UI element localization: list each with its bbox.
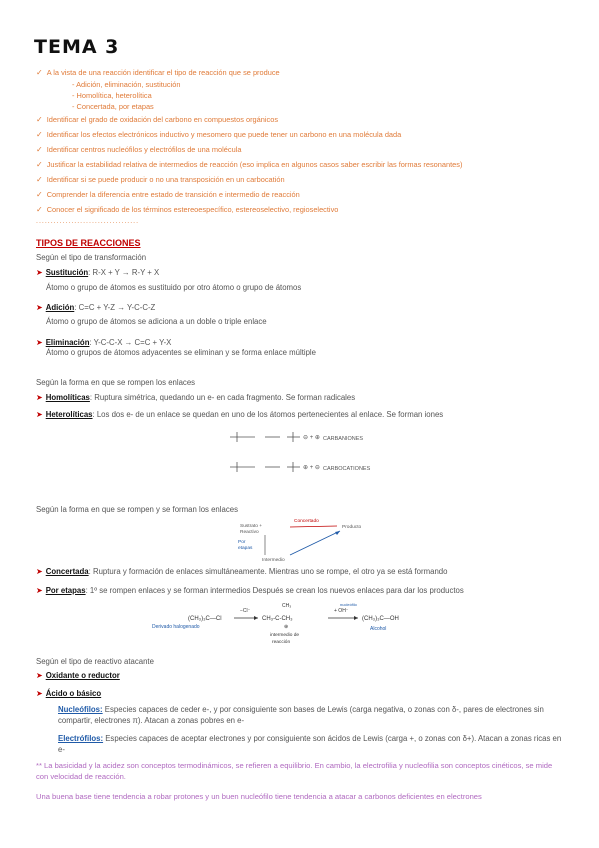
homoliticas-item: ➤ Homolíticas: Ruptura simétrica, quedando un e- en cada fragmento. Se forman radicales bbox=[36, 393, 356, 402]
intermedio-label: Intermedio bbox=[262, 558, 285, 563]
objective-item: ✓ Justificar la estabilidad relativa de intermedios de reacción (eso implica en algunos casos saber escribir las formas resonantes) bbox=[36, 160, 463, 169]
mechanism-diagram bbox=[150, 598, 480, 648]
sustitucion-desc: Átomo o grupo de átomos es sustituido por otro átomo o grupo de átomos bbox=[46, 283, 302, 292]
check-icon: ✓ bbox=[36, 205, 43, 214]
concertado-label: Concertado bbox=[294, 519, 319, 524]
oxidante-item: ➤ Oxidante o reductor bbox=[36, 671, 120, 680]
arrow-bullet-icon: ➤ bbox=[36, 393, 43, 402]
mechanism-step2-note: nucleófilo bbox=[340, 602, 357, 607]
por-etapas-item: ➤ Por etapas: 1º se rompen enlaces y se forman intermedios Después se crean los nuevos enlaces para dar los productos bbox=[36, 586, 464, 595]
nucleofilos-def: Nucleófilos: Especies capaces de ceder e-, y por consiguiente son bases de Lewis (carga negativa, o zonas con δ-, pares de electrones sin compartir, electrones π). Atacan a zonas pobres en e- bbox=[58, 705, 544, 725]
arrow-bullet-icon: ➤ bbox=[36, 671, 43, 680]
objective-item: ✓ Identificar centros nucleófilos y electrófilos de una molécula bbox=[36, 145, 242, 154]
transform-intro: Según el tipo de transformación bbox=[36, 253, 147, 262]
objective-subitem: - Homolítica, heterolítica bbox=[72, 91, 152, 100]
section-title: TIPOS DE REACCIONES bbox=[36, 238, 141, 248]
ions-diagram bbox=[225, 425, 395, 485]
objective-item: ✓ Comprender la diferencia entre estado de transición e intermedio de reacción bbox=[36, 190, 300, 199]
note-basicity: ** La basicidad y la acidez son conceptos termodinámicos, se refieren a equilibrio. En cambio, la electrofilia y nucleofilia son conceptos cinéticos, se mide con velocidad de reacción. bbox=[36, 761, 553, 781]
arrow-bullet-icon: ➤ bbox=[36, 268, 43, 277]
check-icon: ✓ bbox=[36, 68, 43, 77]
arrow-bullet-icon: ➤ bbox=[36, 338, 43, 347]
mechanism-ch3: CH₃ bbox=[282, 603, 292, 609]
page-title: TEMA 3 bbox=[34, 36, 120, 58]
check-icon: ✓ bbox=[36, 115, 43, 124]
break-form-intro: Según la forma en que se rompen y se forman los enlaces bbox=[36, 505, 238, 514]
dotted-separator: ................................... bbox=[36, 218, 140, 225]
check-icon: ✓ bbox=[36, 160, 43, 169]
por-etapas-label: Por bbox=[238, 540, 246, 545]
objective-subitem: - Concertada, por etapas bbox=[72, 102, 154, 111]
label-derivado: Derivado halogenado bbox=[152, 624, 200, 630]
producto-label: Producto bbox=[342, 525, 362, 530]
arrow-bullet-icon: ➤ bbox=[36, 689, 43, 698]
svg-text:⊕ + ⊖: ⊕ + ⊖ bbox=[303, 465, 320, 471]
eliminacion-item: ➤ Eliminación: Y-C-C-X → C=C + Y-X bbox=[36, 338, 172, 347]
arrow-bullet-icon: ➤ bbox=[36, 586, 43, 595]
pathway-diagram bbox=[232, 515, 382, 565]
break-intro: Según la forma en que se rompen los enlaces bbox=[36, 378, 196, 387]
sustitucion-item: ➤ Sustitución: R-X + Y → R-Y + X bbox=[36, 268, 160, 277]
mechanism-product: (CH₃)₃C—OH bbox=[362, 616, 399, 622]
check-icon: ✓ bbox=[36, 190, 43, 199]
concertada-item: ➤ Concertada: Ruptura y formación de enlaces simultáneamente. Mientras uno se rompe, el otro ya se está formando bbox=[36, 567, 448, 576]
check-icon: ✓ bbox=[36, 175, 43, 184]
objective-item: ✓ Identificar el grado de oxidación del carbono en compuestos orgánicos bbox=[36, 115, 279, 124]
label-alcohol: Alcohol bbox=[370, 626, 387, 632]
objective-subitem: - Adición, eliminación, sustitución bbox=[72, 80, 181, 89]
objective-item: ✓ Identificar los efectos electrónicos inductivo y mesomero que puede tener un carbono en una molécula dada bbox=[36, 130, 402, 139]
mechanism-carbocation: CH₃-C-CH₃ bbox=[262, 616, 293, 622]
adicion-desc: Átomo o grupo de átomos se adiciona a un doble o triple enlace bbox=[46, 317, 267, 326]
mechanism-reactant: (CH₃)₃C—Cl bbox=[188, 616, 222, 622]
carbaniones-label: CARBANIONES bbox=[323, 436, 364, 442]
carbocationes-label: CARBOCATIONES bbox=[323, 466, 371, 472]
electrofilos-def: Electrófilos: Especies capaces de aceptar electrones y por consiguiente son ácidos de Lewis (carga +, o zonas con δ+). Atacan a zonas ricas en e- bbox=[58, 734, 562, 754]
mechanism-step2: + OH⁻ bbox=[334, 608, 349, 614]
adicion-item: ➤ Adición: C=C + Y-Z → Y-C-C-Z bbox=[36, 303, 156, 312]
label-intermedio: intermedio de bbox=[270, 633, 300, 638]
heteroliticas-item: ➤ Heterolíticas: Los dos e- de un enlace se quedan en uno de los átomos pertenecientes al enlace. Se forman iones bbox=[36, 410, 444, 419]
reactive-intro: Según el tipo de reactivo atacante bbox=[36, 657, 154, 666]
arrow-bullet-icon: ➤ bbox=[36, 567, 43, 576]
objective-item: ✓ Conocer el significado de los términos estereoespecífico, estereoselectivo, regioselectivo bbox=[36, 205, 339, 214]
reactant-label: Sustrato + bbox=[240, 524, 262, 529]
arrow-bullet-icon: ➤ bbox=[36, 410, 43, 419]
note-base-nucleophile: Una buena base tiene tendencia a robar protones y un buen nucleófilo tiene tendencia a atacar a carbonos deficientes en electrones bbox=[36, 792, 482, 801]
arrow-bullet-icon: ➤ bbox=[36, 303, 43, 312]
reactant-label-2: Reactivo bbox=[240, 530, 259, 535]
check-icon: ✓ bbox=[36, 130, 43, 139]
objective-item: ✓ Identificar si se puede producir o no una transposición en un carbocatión bbox=[36, 175, 285, 184]
mechanism-plus: ⊕ bbox=[284, 624, 289, 630]
svg-text:⊖ + ⊕: ⊖ + ⊕ bbox=[303, 435, 320, 441]
por-etapas-label-2: etapas bbox=[238, 546, 253, 551]
objective-item: ✓ A la vista de una reacción identificar el tipo de reacción que se produce bbox=[36, 68, 280, 77]
eliminacion-desc: Átomo o grupos de átomos adyacentes se eliminan y se forma enlace múltiple bbox=[46, 348, 317, 357]
label-intermedio-2: reacción bbox=[272, 640, 291, 645]
check-icon: ✓ bbox=[36, 145, 43, 154]
mechanism-step1: −Cl⁻ bbox=[240, 608, 251, 614]
acido-item: ➤ Ácido o básico bbox=[36, 689, 102, 698]
